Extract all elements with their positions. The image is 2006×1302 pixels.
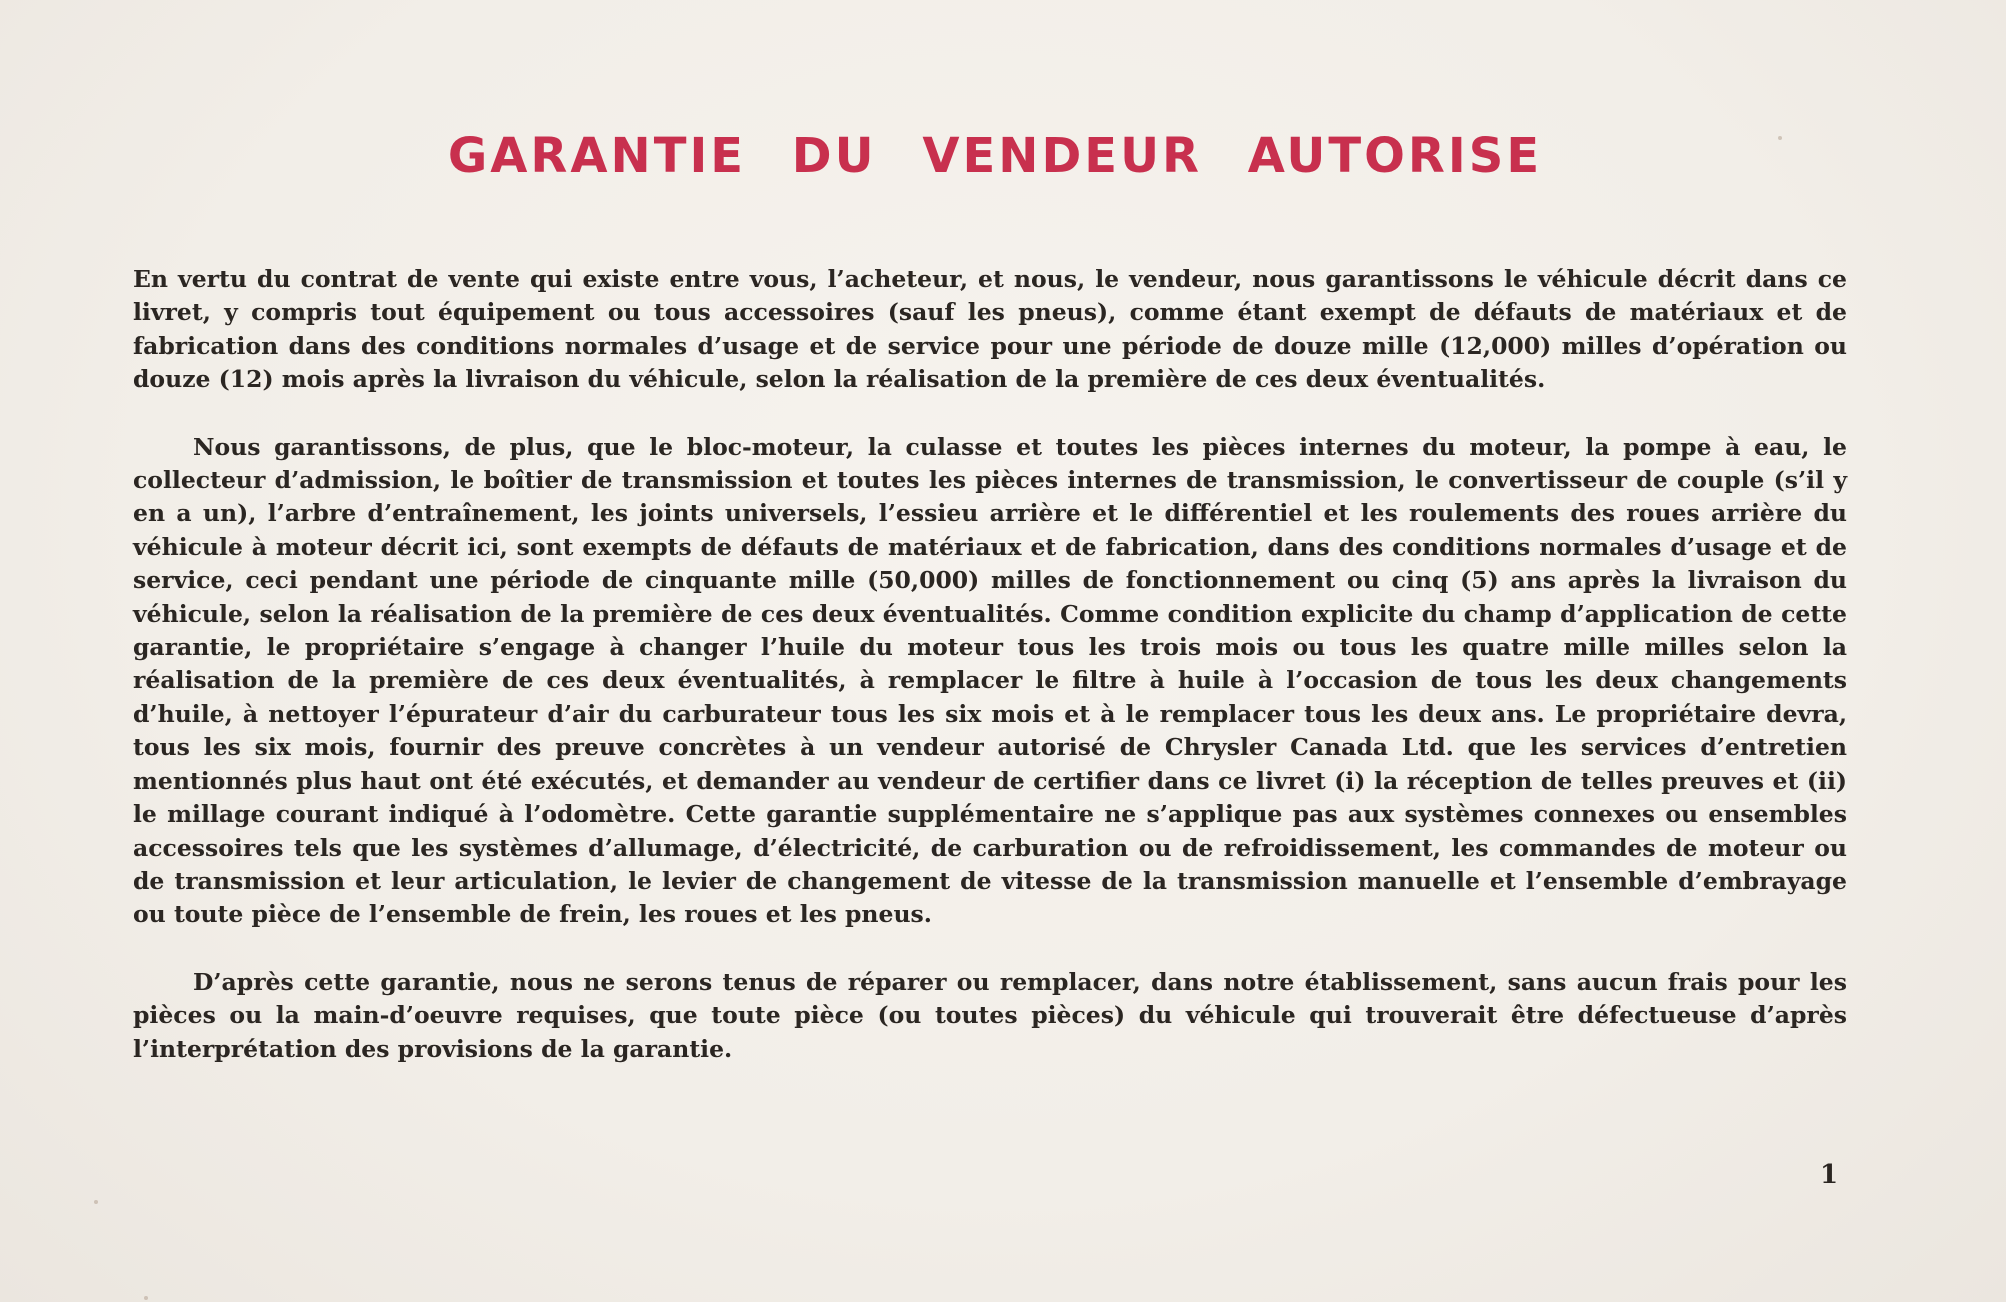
paragraph-repair-obligation: D’après cette garantie, nous ne serons tenus de réparer ou remplacer, dans notre établissement, sans aucun frais pour les pièces ou la main-d’oeuvre requises, que toute pièce (ou toutes pièces) du véhicule qui trouverait être défectueuse d’après l’interprétation des provisions de la garantie. — [133, 967, 1847, 1063]
paper-speck — [1778, 136, 1782, 140]
paragraph-powertrain-warranty: Nous garantissons, de plus, que le bloc-moteur, la culasse et toutes les pièces internes du moteur, la pompe à eau, le collecteur d’admission, le boîtier de transmission et toutes les pièces internes de transmission, le convertisseur de couple (s’il y en a un), l’arbre d’entraînement, les joints universels, l’essieu arrière et le différentiel et les roulements des roues arrière du véhicule à moteur décrit ici, sont exempts de défauts de matériaux et de fabrication, dans des conditions normales d’usage et de service, ceci pendant une période de cinquante mille (50,000) milles de fonctionnement ou cinq (5) ans après la livraison du véhicule, selon la réalisation de la première de ces deux éventualités. Comme condition explicite du champ d’application de cette garantie, le propriétaire s’engage à changer l’huile du moteur tous les trois mois ou tous les quatre mille milles selon la réalisation de la première de ces deux éventualités, à remplacer le filtre à huile à l’occasion de tous les deux changements d’huile, à nettoyer l’épurateur d’air du carburateur tous les six mois et à le remplacer tous les deux ans. Le propriétaire devra, tous les six mois, fournir des preuve concrètes à un vendeur autorisé de Chrysler Canada Ltd. que les services d’entretien mentionnés plus haut ont été exécutés, et demander au vendeur de certifier dans ce livret (i) la réception de telles preuves et (ii) le millage courant indiqué à l’odomètre. Cette garantie supplémentaire ne s’applique pas aux systèmes connexes ou ensembles accessoires tels que les systèmes d’allumage, d’électricité, de carburation ou de refroidissement, les commandes de moteur ou de transmission et leur articulation, le levier de changement de vitesse de la transmission manuelle et l’ensemble d’embrayage ou toute pièce de l’ensemble de frein, les roues et les pneus. — [133, 432, 1847, 929]
paper-speck — [144, 1296, 148, 1300]
page-title: GARANTIE DU VENDEUR AUTORISE — [447, 128, 1543, 184]
body-text — [133, 263, 1847, 1100]
paper-speck — [94, 1200, 98, 1204]
paragraph-warranty-terms: En vertu du contrat de vente qui existe entre vous, l’acheteur, et nous, le vendeur, nous garantissons le véhicule décrit dans ce livret, y compris tout équipement ou tous accessoires (sauf les pneus), comme étant exempt de défauts de matériaux et de fabrication dans des conditions normales d’usage et de service pour une période de douze mille (12,000) milles d’opération ou douze (12) mois après la livraison du véhicule, selon la réalisation de la première de ces deux éventualités. — [133, 265, 1847, 394]
page-number: 1 — [1820, 1160, 1839, 1190]
